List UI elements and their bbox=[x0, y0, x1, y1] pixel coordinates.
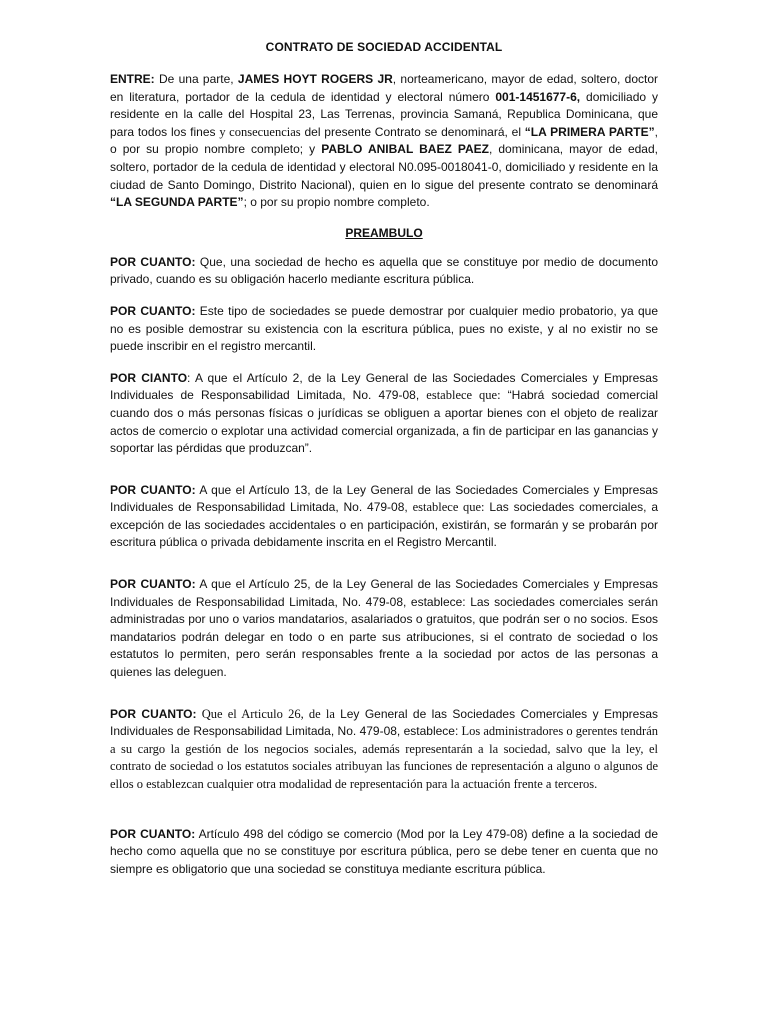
document-page bbox=[110, 40, 658, 892]
whereas-lead-5: POR CUANTO: bbox=[110, 577, 196, 592]
whereas-paragraph-7 bbox=[110, 826, 658, 879]
whereas-paragraph-3 bbox=[110, 370, 658, 458]
entre-text-4: y consecuencias bbox=[219, 124, 301, 139]
document-title: CONTRATO DE SOCIEDAD ACCIDENTAL bbox=[265, 40, 503, 54]
whereas-lead-3: POR CIANTO bbox=[110, 370, 188, 385]
entre-text-5: del presente Contrato se denominará, el bbox=[300, 124, 525, 139]
entre-lead: ENTRE: bbox=[110, 72, 155, 86]
whereas-paragraph-2 bbox=[110, 303, 658, 356]
entre-text-8: ; o por su propio nombre completo. bbox=[243, 195, 430, 210]
whereas-text-2: Este tipo de sociedades se puede demostrar por cualquier medio probatorio, ya que no es posible demostrar su existencia con la escritura pública, pues no existe, y al no existir no se puede inscribir en el registro mercantil. bbox=[110, 303, 659, 354]
party-one-id: 001-1451677-6, bbox=[495, 89, 581, 104]
party-one-label: “LA PRIMERA PARTE” bbox=[524, 124, 655, 139]
entre-text-2: , norteamericano, mayor de edad, soltero, doctor en literatura, portador de la cedula de identidad y electoral número bbox=[110, 72, 659, 104]
whereas-text-4c: Las sociedades comerciales, a excepción de las sociedades accidentales o en participación, existirán, se formarán y se probarán por escritura pública o privada debidamente inscrita en el Registro Mercantil. bbox=[110, 500, 659, 550]
whereas-paragraph-1 bbox=[110, 254, 658, 289]
party-two-label: “LA SEGUNDA PARTE” bbox=[110, 195, 244, 210]
whereas-text-3c: “Habrá sociedad comercial cuando dos o más personas físicas o jurídicas se obliguen a aportar bienes con el objeto de realizar actos de comercio o explotar una actividad comercial organizada, a fin de participar en las ganancias y soportar las pérdidas que produzcan”. bbox=[110, 388, 658, 456]
party-one-name: JAMES HOYT ROGERS JR bbox=[237, 72, 393, 86]
whereas-text-4a: A que el Artículo 13, de la Ley General de las Sociedades Comerciales y Empresas Individuales de Responsabilidad Limitada, No. 479-08, bbox=[110, 482, 658, 515]
whereas-lead-6: POR CUANTO: bbox=[110, 706, 197, 721]
whereas-lead-4: POR CUANTO: bbox=[110, 482, 196, 497]
whereas-text-3a: : A que el Artículo 2, de la Ley General de las Sociedades Comerciales y Empresas Individuales de Responsabilidad Limitada, No. 479-08, bbox=[110, 370, 658, 403]
whereas-text-6b: Ley General de las Sociedades Comerciales y Empresas Individuales de Responsabilidad Limitada, No. 479-08, establece: bbox=[110, 706, 658, 739]
whereas-paragraph-4 bbox=[110, 482, 658, 552]
whereas-paragraph-5 bbox=[110, 576, 658, 682]
entre-text-3: domiciliado y residente en la calle del Hospital 23, Las Terrenas, provincia Samaná, Republica Dominicana, que para todos los fines bbox=[110, 89, 659, 139]
whereas-text-3b: establece que: bbox=[426, 388, 501, 403]
entre-text-6: , o por su propio nombre completo; y bbox=[110, 124, 658, 157]
whereas-text-4b: establece que: bbox=[412, 500, 485, 515]
whereas-text-6a: Que el Articulo 26, de la bbox=[196, 706, 341, 721]
entre-text-7: , dominicana, mayor de edad, soltero, portador de la cedula de identidad y electoral N0.095-0018041-0, domiciliado y residente en la ciudad de Santo Domingo, Distrito Nacional), quien en lo sigue del presente contrato se denominará bbox=[110, 142, 658, 192]
whereas-text-6c: Los administradores o gerentes tendrán a su cargo la gestión de los negocios sociales, además representarán a la sociedad, salvo que la ley, el contrato de sociedad o los estatutos sociales atribuyan las funciones de representación a alguno o algunos de ellos o establezcan cualquier otra modalidad de representación para la actuación frente a terceros. bbox=[110, 724, 658, 791]
whereas-text-1: Que, una sociedad de hecho es aquella que se constituye por medio de documento privado, cuando es su obligación hacerlo mediante escritura pública. bbox=[110, 254, 659, 287]
party-two-name: PABLO ANIBAL BAEZ PAEZ bbox=[321, 142, 489, 157]
whereas-text-7: Artículo 498 del código se comercio (Mod por la Ley 479-08) define a la sociedad de hecho como aquella que no se constituye por escritura pública, pero se debe tener en cuenta que no siempre es obligatorio que una sociedad se constituya mediante escritura pública. bbox=[110, 826, 658, 876]
whereas-lead-2: POR CUANTO: bbox=[110, 303, 196, 318]
whereas-lead-7: POR CUANTO: bbox=[110, 826, 196, 841]
preamble-heading: PREAMBULO bbox=[345, 225, 423, 240]
whereas-lead-1: POR CUANTO: bbox=[110, 254, 196, 269]
entre-text-1: De una parte, bbox=[154, 72, 238, 86]
whereas-paragraph-6 bbox=[110, 706, 658, 794]
whereas-text-5: A que el Artículo 25, de la Ley General de las Sociedades Comerciales y Empresas Individuales de Responsabilidad Limitada, No. 479-08, establece: Las sociedades comerciales serán administradas por uno o varios mandatarios, asalariados o gratuitos, que podrán ser o no socios. Esos mandatarios podrán delegar en todo o en parte sus atribuciones, si el contrato de sociedad o los estatutos lo permiten, pero serán responsables frente a la sociedad por actos de las personas a quienes las deleguen. bbox=[110, 577, 658, 680]
parties-paragraph bbox=[110, 71, 658, 212]
